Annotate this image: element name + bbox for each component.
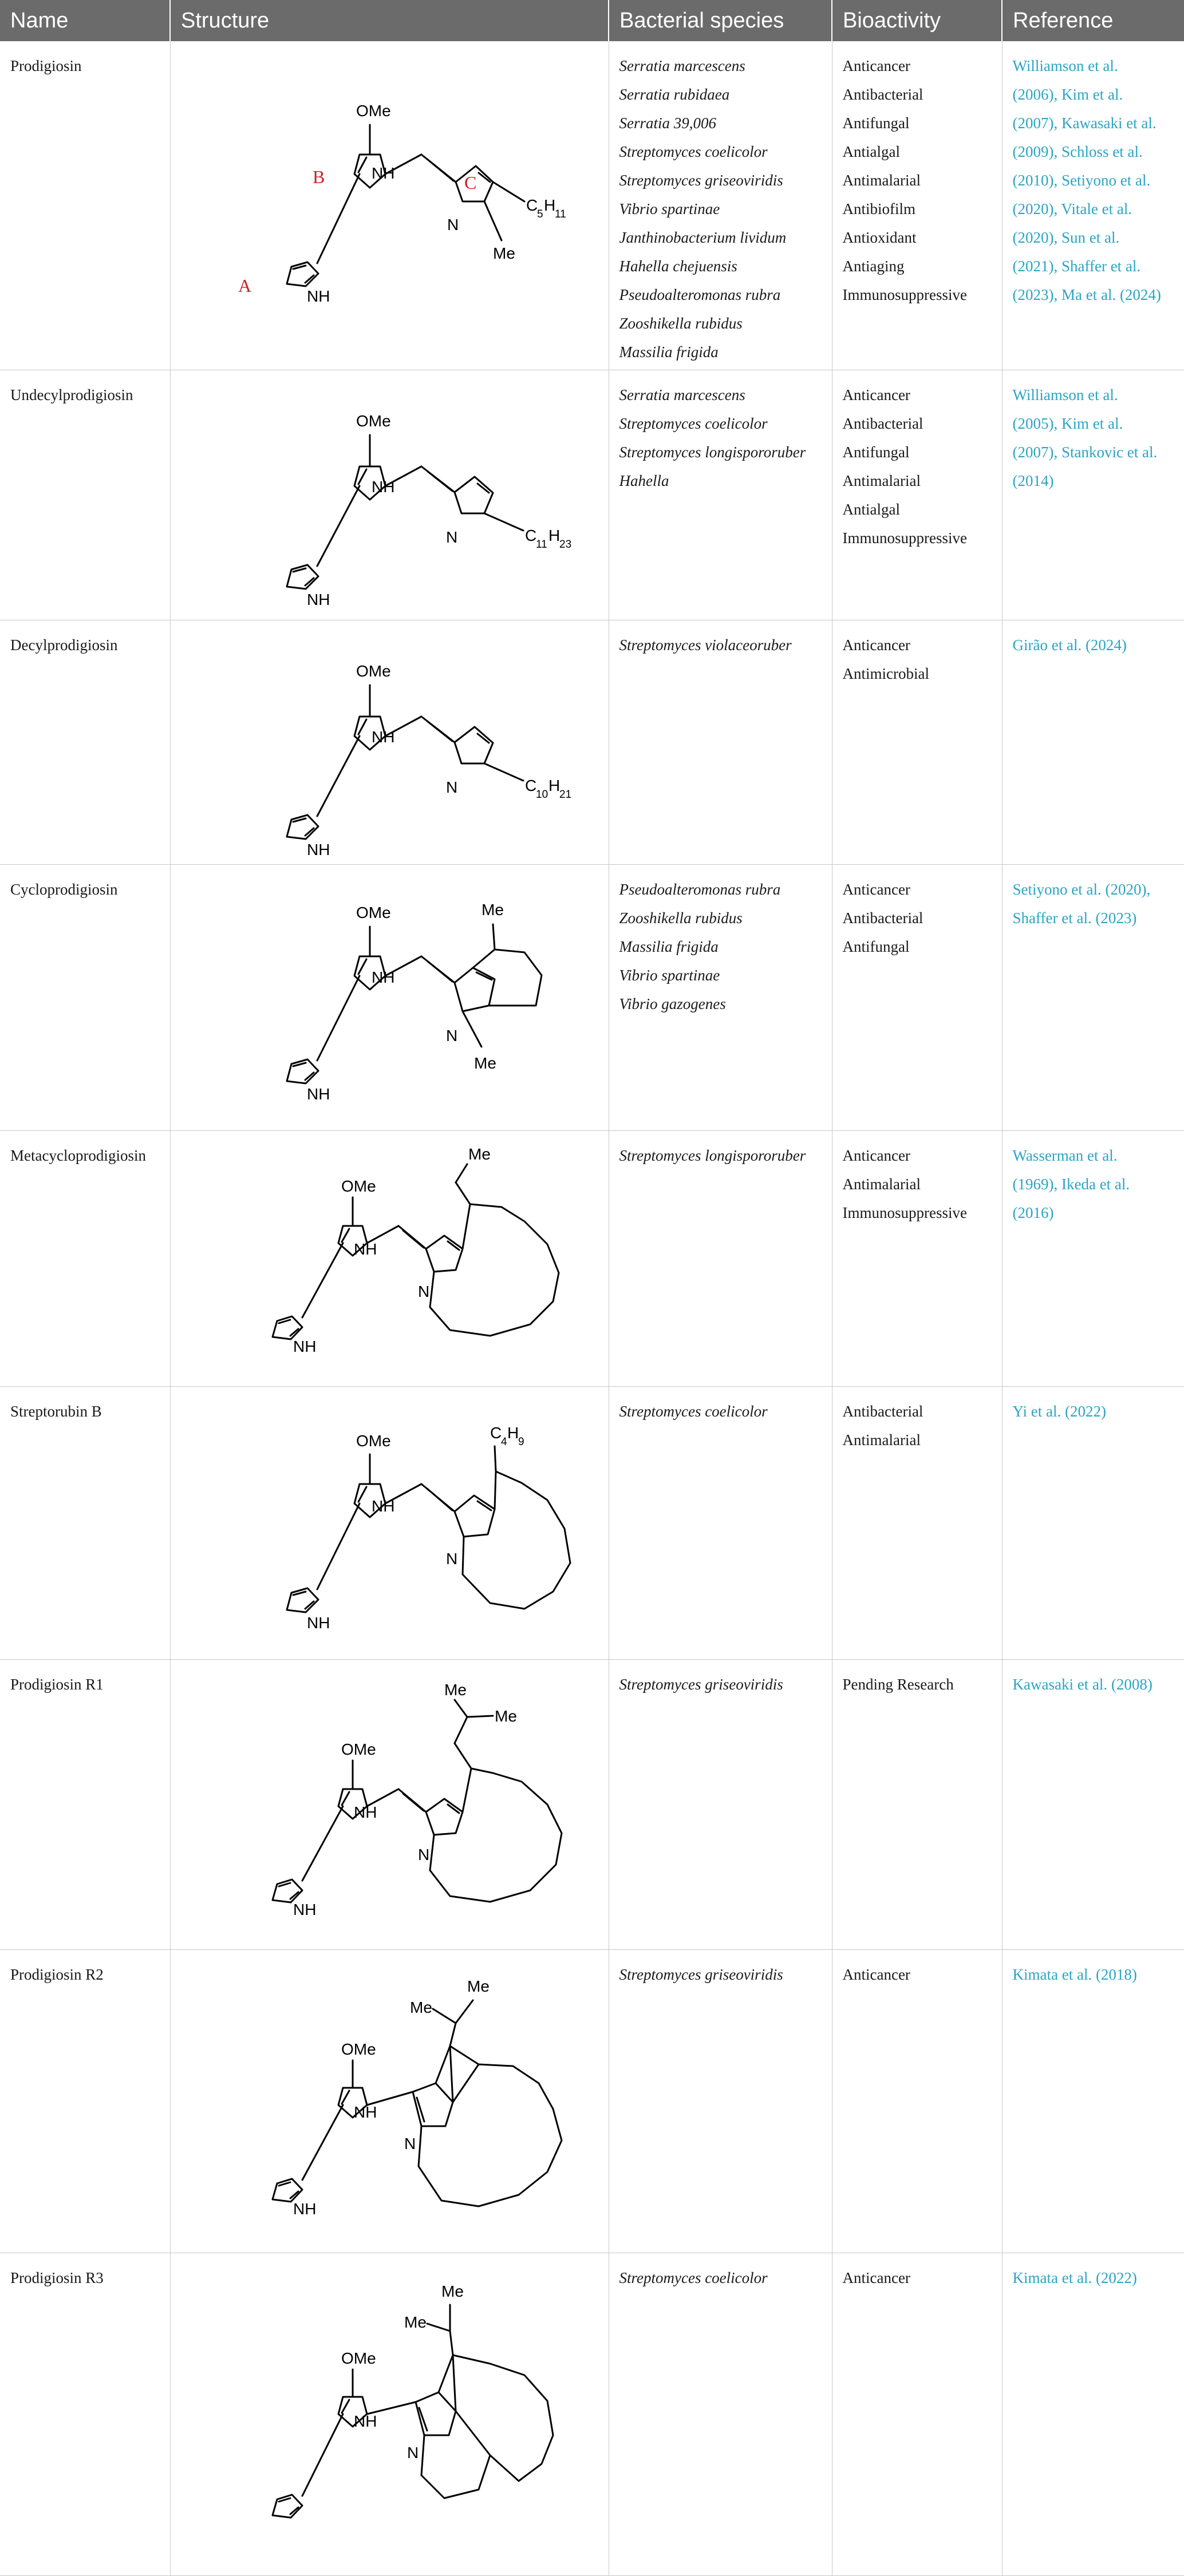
species-item: Pseudoalteromonas rubra [619,286,781,303]
species-cell [609,41,832,370]
header-name: Name [0,0,170,41]
bioactivity-cell [832,370,1002,620]
reference-link[interactable]: (2007), Kawasaki et al. [1012,114,1157,132]
svg-text:C: C [524,527,536,544]
reference-link[interactable]: (2009), Schloss et al. [1012,143,1143,160]
svg-text:NH: NH [306,591,330,608]
bioactivity-item: Antifungal [842,938,910,955]
reference-link[interactable]: Shaffer et al. (2023) [1012,909,1137,927]
reference-link[interactable]: Williamson et al. [1012,57,1118,74]
svg-text:N: N [445,528,457,546]
reference-link[interactable]: Kimata et al. (2018) [1012,1966,1137,1983]
compound-name: Streptorubin B [0,1387,170,1660]
table-row [0,1950,1184,2253]
svg-text:OMe: OMe [341,1740,376,1758]
svg-text:NH: NH [371,478,394,496]
svg-text:NH: NH [353,1240,377,1258]
bioactivity-cell [832,41,1002,370]
svg-text:Me: Me [404,2313,427,2331]
svg-text:21: 21 [559,789,571,801]
species-item: Streptomyces coelicolor [619,143,768,160]
svg-text:N: N [445,1027,457,1044]
bioactivity-item: Antibacterial [842,1403,923,1420]
compound-name: Prodigiosin R3 [0,2253,170,2576]
table-row [0,865,1184,1131]
bioactivity-item: Anticancer [842,881,910,898]
bioactivity-item: Antimalarial [842,1431,921,1449]
svg-text:Me: Me [473,1054,496,1072]
header-species: Bacterial species [609,0,832,41]
reference-link[interactable]: (2014) [1012,472,1054,489]
bioactivity-cell [832,865,1002,1131]
bioactivity-cell [832,620,1002,865]
species-item: Streptomyces violaceoruber [619,636,792,654]
bioactivity-item: Anticancer [842,1147,910,1164]
reference-link[interactable]: (2006), Kim et al. [1012,86,1123,103]
species-item: Streptomyces griseoviridis [619,1676,783,1693]
species-item: Streptomyces griseoviridis [619,1966,783,1983]
structure-cell [170,1950,609,2253]
svg-text:NH: NH [306,1085,330,1103]
bioactivity-cell [832,1950,1002,2253]
svg-text:C: C [524,777,536,794]
reference-cell [1002,865,1184,1131]
table-row [0,620,1184,865]
svg-text:N: N [406,2444,419,2462]
bioactivity-item: Anticancer [842,386,910,403]
structure-cell [170,1131,609,1387]
svg-text:N: N [445,778,457,796]
bioactivity-item: Antimicrobial [842,665,929,682]
svg-text:H: H [548,777,560,794]
species-item: Vibrio spartinae [619,967,720,984]
reference-link[interactable]: Setiyono et al. (2020), [1012,881,1151,898]
svg-text:NH: NH [293,1901,316,1918]
svg-text:OMe: OMe [356,102,391,120]
reference-link[interactable]: (2007), Stankovic et al. [1012,444,1158,461]
reference-cell [1002,1950,1184,2253]
bioactivity-item: Antioxidant [842,229,917,246]
table-row [0,1660,1184,1950]
reference-cell [1002,41,1184,370]
table-row [0,2253,1184,2576]
svg-text:NH: NH [306,1614,330,1632]
svg-text:9: 9 [518,1436,524,1448]
reference-cell [1002,1131,1184,1387]
svg-text:Me: Me [468,1145,491,1163]
bioactivity-item: Immunosuppressive [842,1204,967,1221]
table-row [0,1387,1184,1660]
svg-text:B: B [312,167,325,187]
bioactivity-item: Immunosuppressive [842,529,967,547]
svg-text:4: 4 [500,1436,507,1448]
bioactivity-cell [832,1387,1002,1660]
species-item: Zooshikella rubidus [619,909,743,927]
bioactivity-item: Antimalarial [842,172,921,189]
reference-link[interactable]: Wasserman et al. [1012,1147,1118,1164]
structure-prodigiosin [181,52,610,370]
bioactivity-item: Pending Research [842,1676,954,1693]
bioactivity-item: Antifungal [842,444,910,461]
species-cell [609,865,832,1131]
reference-link[interactable]: (2016) [1012,1204,1054,1221]
reference-link[interactable]: (1969), Ikeda et al. [1012,1176,1130,1193]
svg-text:OMe: OMe [341,1177,376,1195]
svg-text:C: C [464,172,476,193]
bioactivity-item: Antimalarial [842,1176,921,1193]
structure-cell [170,1387,609,1660]
species-item: Massilia frigida [619,938,719,955]
reference-link[interactable]: (2020), Sun et al. [1012,229,1120,246]
table-row [0,41,1184,370]
svg-text:OMe: OMe [356,904,391,921]
svg-text:NH: NH [371,1497,394,1515]
species-cell [609,1387,832,1660]
svg-text:NH: NH [293,2200,316,2218]
reference-cell [1002,1660,1184,1950]
svg-text:NH: NH [353,1803,377,1821]
reference-link[interactable]: (2005), Kim et al. [1012,415,1123,432]
reference-link[interactable]: (2010), Setiyono et al. [1012,172,1151,189]
species-cell [609,2253,832,2576]
bioactivity-item: Antimalarial [842,472,921,489]
svg-text:11: 11 [554,208,566,220]
reference-link[interactable]: Kimata et al. (2022) [1012,2269,1137,2286]
species-item: Streptomyces coelicolor [619,415,768,432]
species-item: Zooshikella rubidus [619,315,743,332]
svg-text:Me: Me [441,2282,464,2300]
svg-text:NH: NH [371,728,394,746]
species-item: Streptomyces coelicolor [619,1403,768,1420]
bioactivity-item: Antifungal [842,114,910,132]
species-item: Streptomyces coelicolor [619,2269,768,2286]
svg-text:N: N [447,216,459,234]
compound-name: Prodigiosin R1 [0,1660,170,1950]
svg-text:N: N [445,1550,457,1568]
bioactivity-item: Anticancer [842,636,910,654]
reference-link[interactable]: (2023), Ma et al. (2024) [1012,286,1161,303]
structure-cell [170,370,609,620]
species-item: Vibrio gazogenes [619,995,726,1012]
svg-text:Me: Me [409,1999,432,2016]
bioactivity-item: Anticancer [842,2269,910,2286]
structure-cell [170,865,609,1131]
svg-text:Me: Me [481,901,504,919]
structure-decylprodigiosin [181,631,610,864]
bioactivity-item: Antialgal [842,143,900,160]
header-bioactivity: Bioactivity [832,0,1002,41]
svg-text:23: 23 [559,539,571,551]
species-item: Vibrio spartinae [619,200,720,217]
structure-prodigiosin-r3 [181,2264,610,2575]
svg-text:NH: NH [371,164,394,182]
bioactivity-cell [832,1131,1002,1387]
structure-metacycloprodigiosin [181,1141,610,1386]
svg-text:H: H [548,527,560,544]
species-item: Pseudoalteromonas rubra [619,881,781,898]
species-item: Serratia rubidaea [619,86,730,103]
structure-cell [170,1660,609,1950]
structure-cycloprodigiosin [181,875,610,1130]
table-row [0,1131,1184,1387]
svg-text:Me: Me [444,1681,467,1699]
svg-text:NH: NH [306,287,330,305]
species-item: Hahella [619,472,669,489]
header-row [0,0,1184,41]
reference-link[interactable]: Girão et al. (2024) [1012,636,1127,654]
bioactivity-item: Anticancer [842,1966,910,1983]
bioactivity-item: Antiaging [842,258,905,275]
header-reference: Reference [1002,0,1184,41]
species-item: Serratia marcescens [619,386,745,403]
species-item: Hahella chejuensis [619,258,737,275]
svg-text:NH: NH [306,841,330,858]
svg-text:NH: NH [371,968,394,986]
compound-name: Decylprodigiosin [0,620,170,865]
structure-prodigiosin-r2 [181,1960,610,2253]
compound-name: Undecylprodigiosin [0,370,170,620]
svg-text:OMe: OMe [356,412,391,430]
svg-text:Me: Me [494,1707,517,1725]
bioactivity-item: Antibacterial [842,86,923,103]
species-item: Serratia 39,006 [619,114,717,132]
structure-prodigiosin-r1 [181,1670,610,1949]
svg-text:OMe: OMe [356,662,391,680]
structure-cell [170,2253,609,2576]
svg-text:11: 11 [535,539,547,551]
svg-text:5: 5 [536,208,543,220]
svg-text:N: N [417,1846,429,1863]
bioactivity-cell [832,2253,1002,2576]
species-cell [609,620,832,865]
bioactivity-item: Antibacterial [842,415,923,432]
reference-link[interactable]: (2021), Shaffer et al. [1012,258,1141,275]
bioactivity-item: Anticancer [842,57,910,74]
species-item: Serratia marcescens [619,57,745,74]
structure-cell [170,620,609,865]
structure-streptorubin-b [181,1397,610,1659]
species-cell [609,1131,832,1387]
svg-text:H: H [507,1424,519,1442]
compound-name: Prodigiosin [0,41,170,370]
compound-name: Prodigiosin R2 [0,1950,170,2253]
reference-cell [1002,620,1184,865]
svg-text:H: H [543,196,555,214]
species-item: Streptomyces griseoviridis [619,172,783,189]
header-structure: Structure [170,0,609,41]
reference-cell [1002,2253,1184,2576]
structure-cell [170,41,609,370]
svg-text:OMe: OMe [341,2040,376,2058]
species-cell [609,1950,832,2253]
svg-text:Me: Me [492,244,515,262]
svg-text:OMe: OMe [356,1432,391,1450]
species-item: Janthinobacterium lividum [619,229,787,246]
species-item: Streptomyces longispororuber [619,444,806,461]
bioactivity-cell [832,1660,1002,1950]
table-row [0,370,1184,620]
reference-link[interactable]: Kawasaki et al. (2008) [1012,1676,1153,1693]
compound-name: Cycloprodigiosin [0,865,170,1131]
bioactivity-item: Antibacterial [842,909,923,927]
svg-text:A: A [238,275,251,296]
svg-text:OMe: OMe [341,2349,376,2367]
species-cell [609,370,832,620]
structure-undecylprodigiosin [181,381,610,620]
compound-name: Metacycloprodigiosin [0,1131,170,1387]
svg-text:N: N [417,1283,429,1300]
species-cell [609,1660,832,1950]
svg-text:NH: NH [353,2103,377,2121]
reference-link[interactable]: (2020), Vitale et al. [1012,200,1132,217]
svg-text:C: C [490,1424,502,1442]
bioactivity-item: Antibiofilm [842,200,915,217]
svg-text:C: C [526,196,538,214]
reference-cell [1002,370,1184,620]
reference-link[interactable]: Williamson et al. [1012,386,1118,403]
svg-text:NH: NH [353,2412,377,2430]
species-item: Massilia frigida [619,343,719,361]
species-item: Streptomyces longispororuber [619,1147,806,1164]
bioactivity-item: Antialgal [842,501,900,518]
svg-text:10: 10 [535,789,548,801]
bioactivity-item: Immunosuppressive [842,286,967,303]
svg-text:NH: NH [293,1338,316,1355]
reference-cell [1002,1387,1184,1660]
svg-text:Me: Me [467,1977,490,1995]
svg-text:N: N [404,2135,416,2152]
reference-link[interactable]: Yi et al. (2022) [1012,1403,1106,1420]
